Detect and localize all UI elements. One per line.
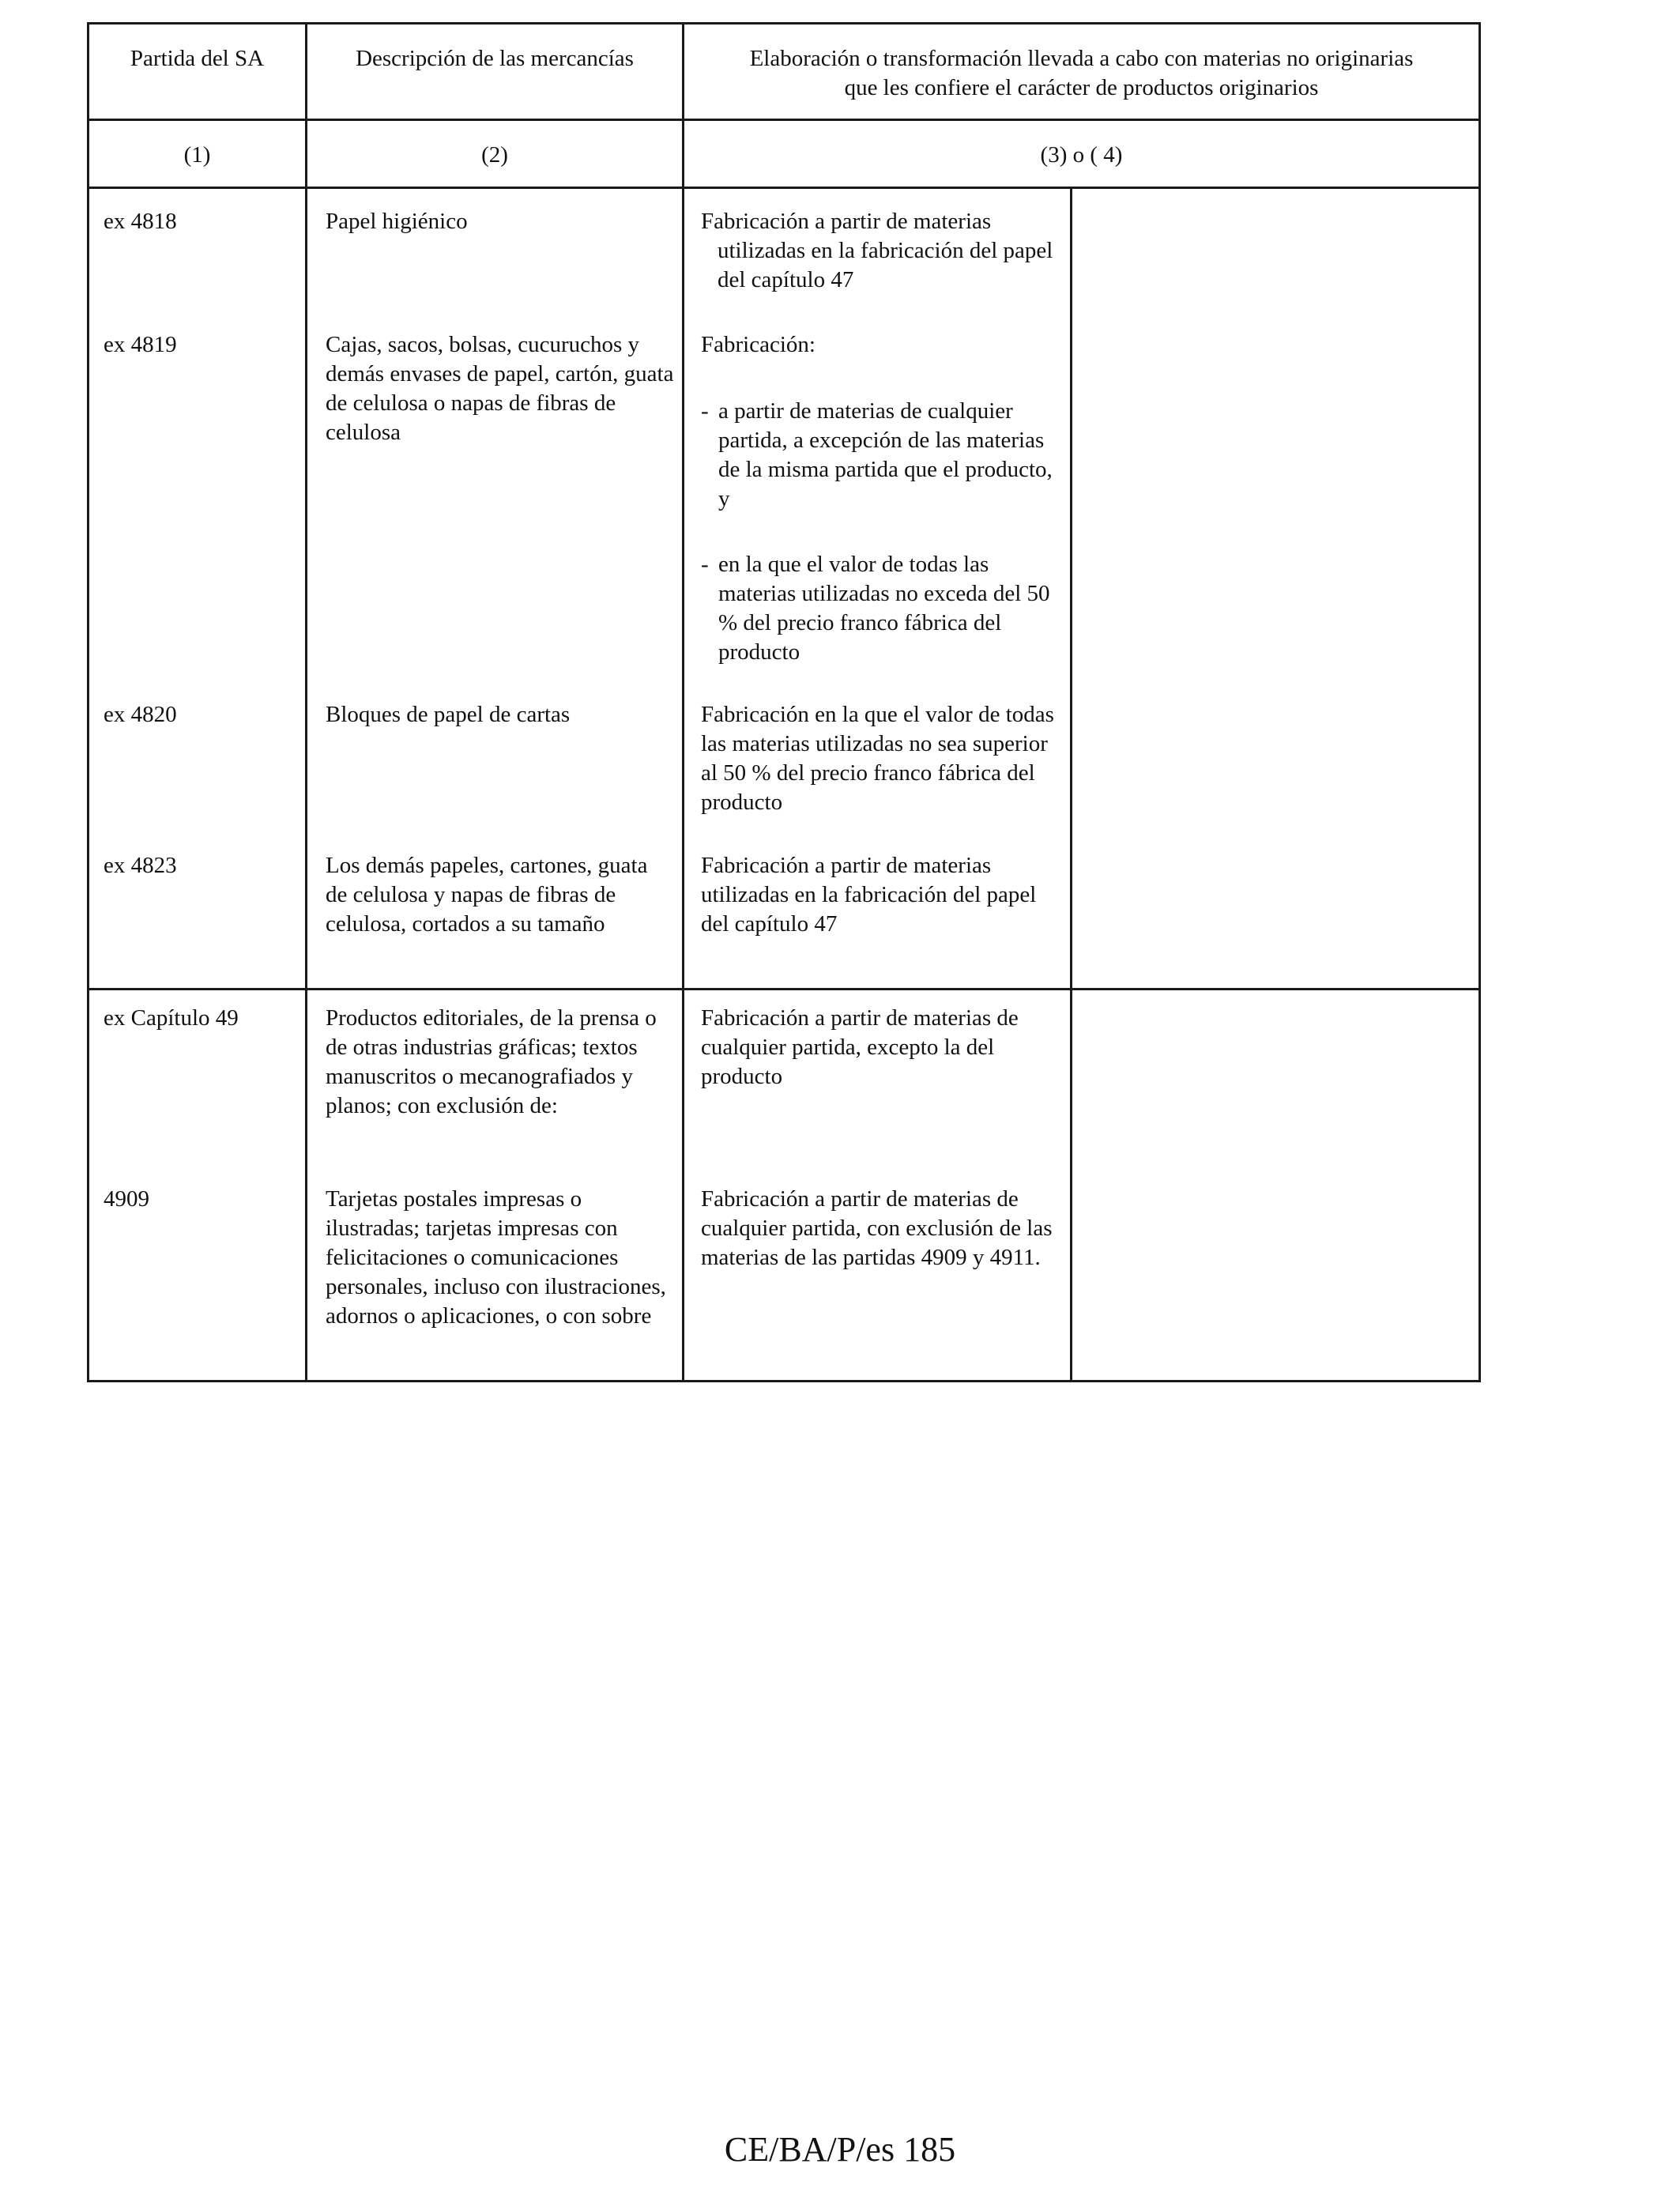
dash-bullet: - bbox=[701, 398, 709, 424]
header-col3-line2: que les confiere el carácter de productos originarios bbox=[844, 75, 1319, 100]
number-col1: (1) bbox=[183, 142, 211, 168]
row-description: Papel higiénico bbox=[326, 209, 468, 234]
header-divider bbox=[87, 119, 1481, 121]
row-description: Tarjetas postales impresas o ilustradas; tarjetas impresas con felicitaciones o comunicaciones personales, incluso con ilustraciones, adornos o aplicaciones, o con sobre bbox=[326, 1186, 666, 1329]
dash-bullet: - bbox=[701, 552, 709, 577]
row-rule: Fabricación a partir de materias de cualquier partida, con exclusión de las materias de las partidas 4909 y 4911. bbox=[701, 1186, 1053, 1270]
row-code: ex 4819 bbox=[104, 332, 177, 357]
rule-intro: Fabricación: bbox=[701, 332, 816, 357]
col-divider-3 bbox=[1070, 187, 1072, 1382]
row-rule: Fabricación a partir de materias de cualquier partida, excepto la del producto bbox=[701, 1005, 1019, 1089]
row-code: ex Capítulo 49 bbox=[104, 1005, 239, 1031]
row-code: ex 4823 bbox=[104, 853, 177, 878]
number-col2: (2) bbox=[481, 142, 508, 168]
rule-list-item-text: a partir de materias de cualquier partida, a excepción de las materias de la misma partida que el producto, y bbox=[718, 398, 1053, 511]
row-description: Cajas, sacos, bolsas, cucuruchos y demás envases de papel, cartón, guata de celulosa o napas de fibras de celulosa bbox=[326, 332, 674, 445]
row-description: Productos editoriales, de la prensa o de otras industrias gráficas; textos manuscritos o mecanografiados y planos; con exclusión de: bbox=[326, 1005, 657, 1118]
number-col34: (3) o ( 4) bbox=[1040, 142, 1123, 168]
header-col2: Descripción de las mercancías bbox=[356, 46, 634, 71]
header-col3 bbox=[684, 44, 1478, 103]
chapter-divider bbox=[87, 988, 1481, 990]
col-divider-2 bbox=[682, 22, 684, 1382]
row-code: ex 4820 bbox=[104, 702, 177, 727]
page-reference: CE/BA/P/es 185 bbox=[724, 2130, 956, 2169]
header-col3-line1: Elaboración o transformación llevada a cabo con materias no originarias bbox=[749, 46, 1414, 71]
row-code: 4909 bbox=[104, 1186, 149, 1212]
row-description: Bloques de papel de cartas bbox=[326, 702, 571, 727]
col-divider-1 bbox=[305, 22, 307, 1382]
row-rule: Fabricación en la que el valor de todas las materias utilizadas no sea superior al 50 % del precio franco fábrica del producto bbox=[701, 702, 1054, 815]
rule-list-item-text: en la que el valor de todas las materias utilizadas no exceda del 50 % del precio franco fábrica del producto bbox=[718, 552, 1050, 665]
row-description: Los demás papeles, cartones, guata de celulosa y napas de fibras de celulosa, cortados a su tamaño bbox=[326, 853, 648, 937]
row-code: ex 4818 bbox=[104, 209, 177, 234]
rule-list-item bbox=[701, 550, 1057, 667]
row-rule bbox=[701, 330, 1057, 667]
row-rule: Fabricación a partir de materias utilizadas en la fabricación del papel del capítulo 47 bbox=[701, 853, 1037, 937]
number-row-divider bbox=[87, 187, 1481, 189]
rule-list-item bbox=[701, 397, 1057, 514]
row-rule: Fabricación a partir de materias utilizadas en la fabricación del papel del capítulo 47 bbox=[701, 209, 1053, 292]
header-col1: Partida del SA bbox=[130, 46, 265, 71]
